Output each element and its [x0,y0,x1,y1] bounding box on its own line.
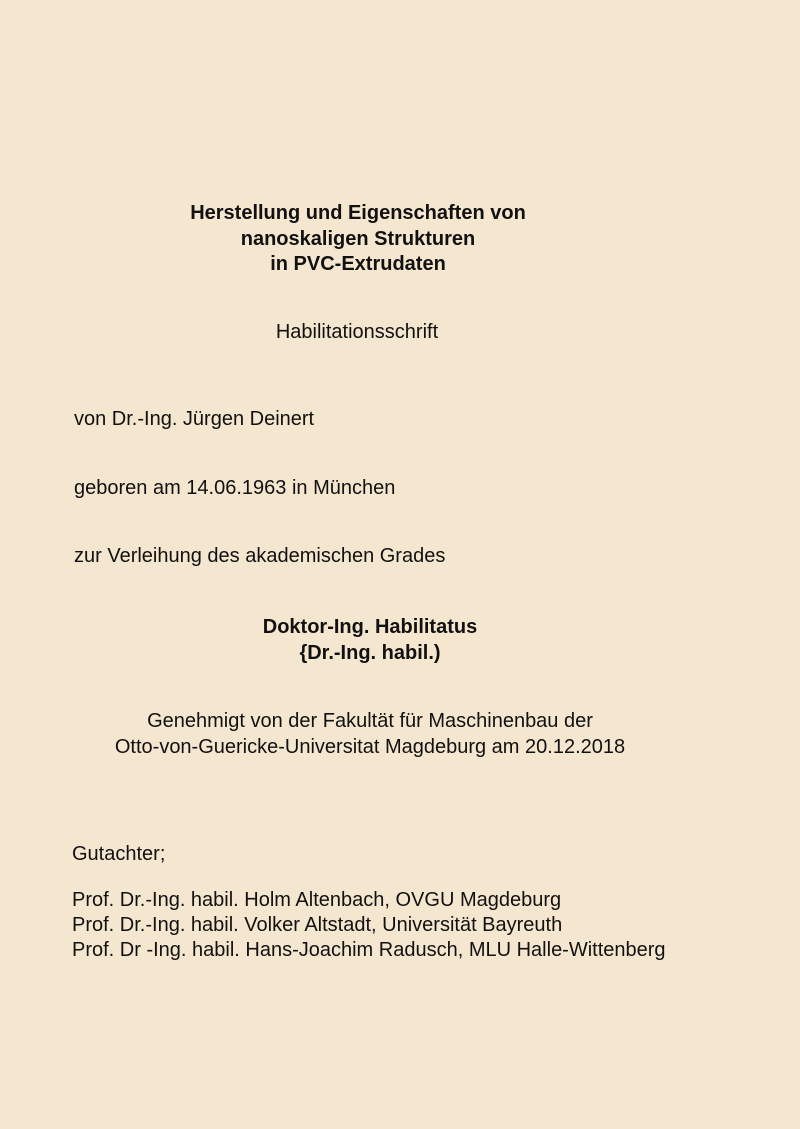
reviewers-label: Gutachter; [72,843,166,865]
degree-line: {Dr.-Ing. habil.) [299,642,441,664]
approval-line: Genehmigt von der Fakultät für Maschinenbau der [147,710,593,732]
thesis-title-line: in PVC-Extrudaten [270,253,446,275]
reviewers-list [72,888,666,963]
reviewer-item: Prof. Dr.-Ing. habil. Holm Altenbach, OVGU Magdeburg [72,889,562,911]
thesis-title-line: Herstellung und Eigenschaften von [190,202,526,224]
purpose-line: zur Verleihung des akademischen Grades [74,545,446,567]
author-line: von Dr.-Ing. Jürgen Deinert [74,408,315,430]
approval-line: Otto-von-Guericke-Universitat Magdeburg am 20.12.2018 [114,736,626,758]
approval-statement [0,708,740,760]
reviewer-item: Prof. Dr.-Ing. habil. Volker Altstadt, Universität Bayreuth [72,914,563,936]
academic-degree [0,614,740,666]
document-type: Habilitationsschrift [275,321,439,343]
thesis-title-line: nanoskaligen Strukturen [240,227,476,250]
birth-line: geboren am 14.06.1963 in München [74,477,396,499]
reviewer-item: Prof. Dr -Ing. habil. Hans-Joachim Radusch, MLU Halle-Wittenberg [72,939,666,961]
thesis-title [0,201,716,278]
degree-line: Doktor-Ing. Habilitatus [262,616,478,638]
